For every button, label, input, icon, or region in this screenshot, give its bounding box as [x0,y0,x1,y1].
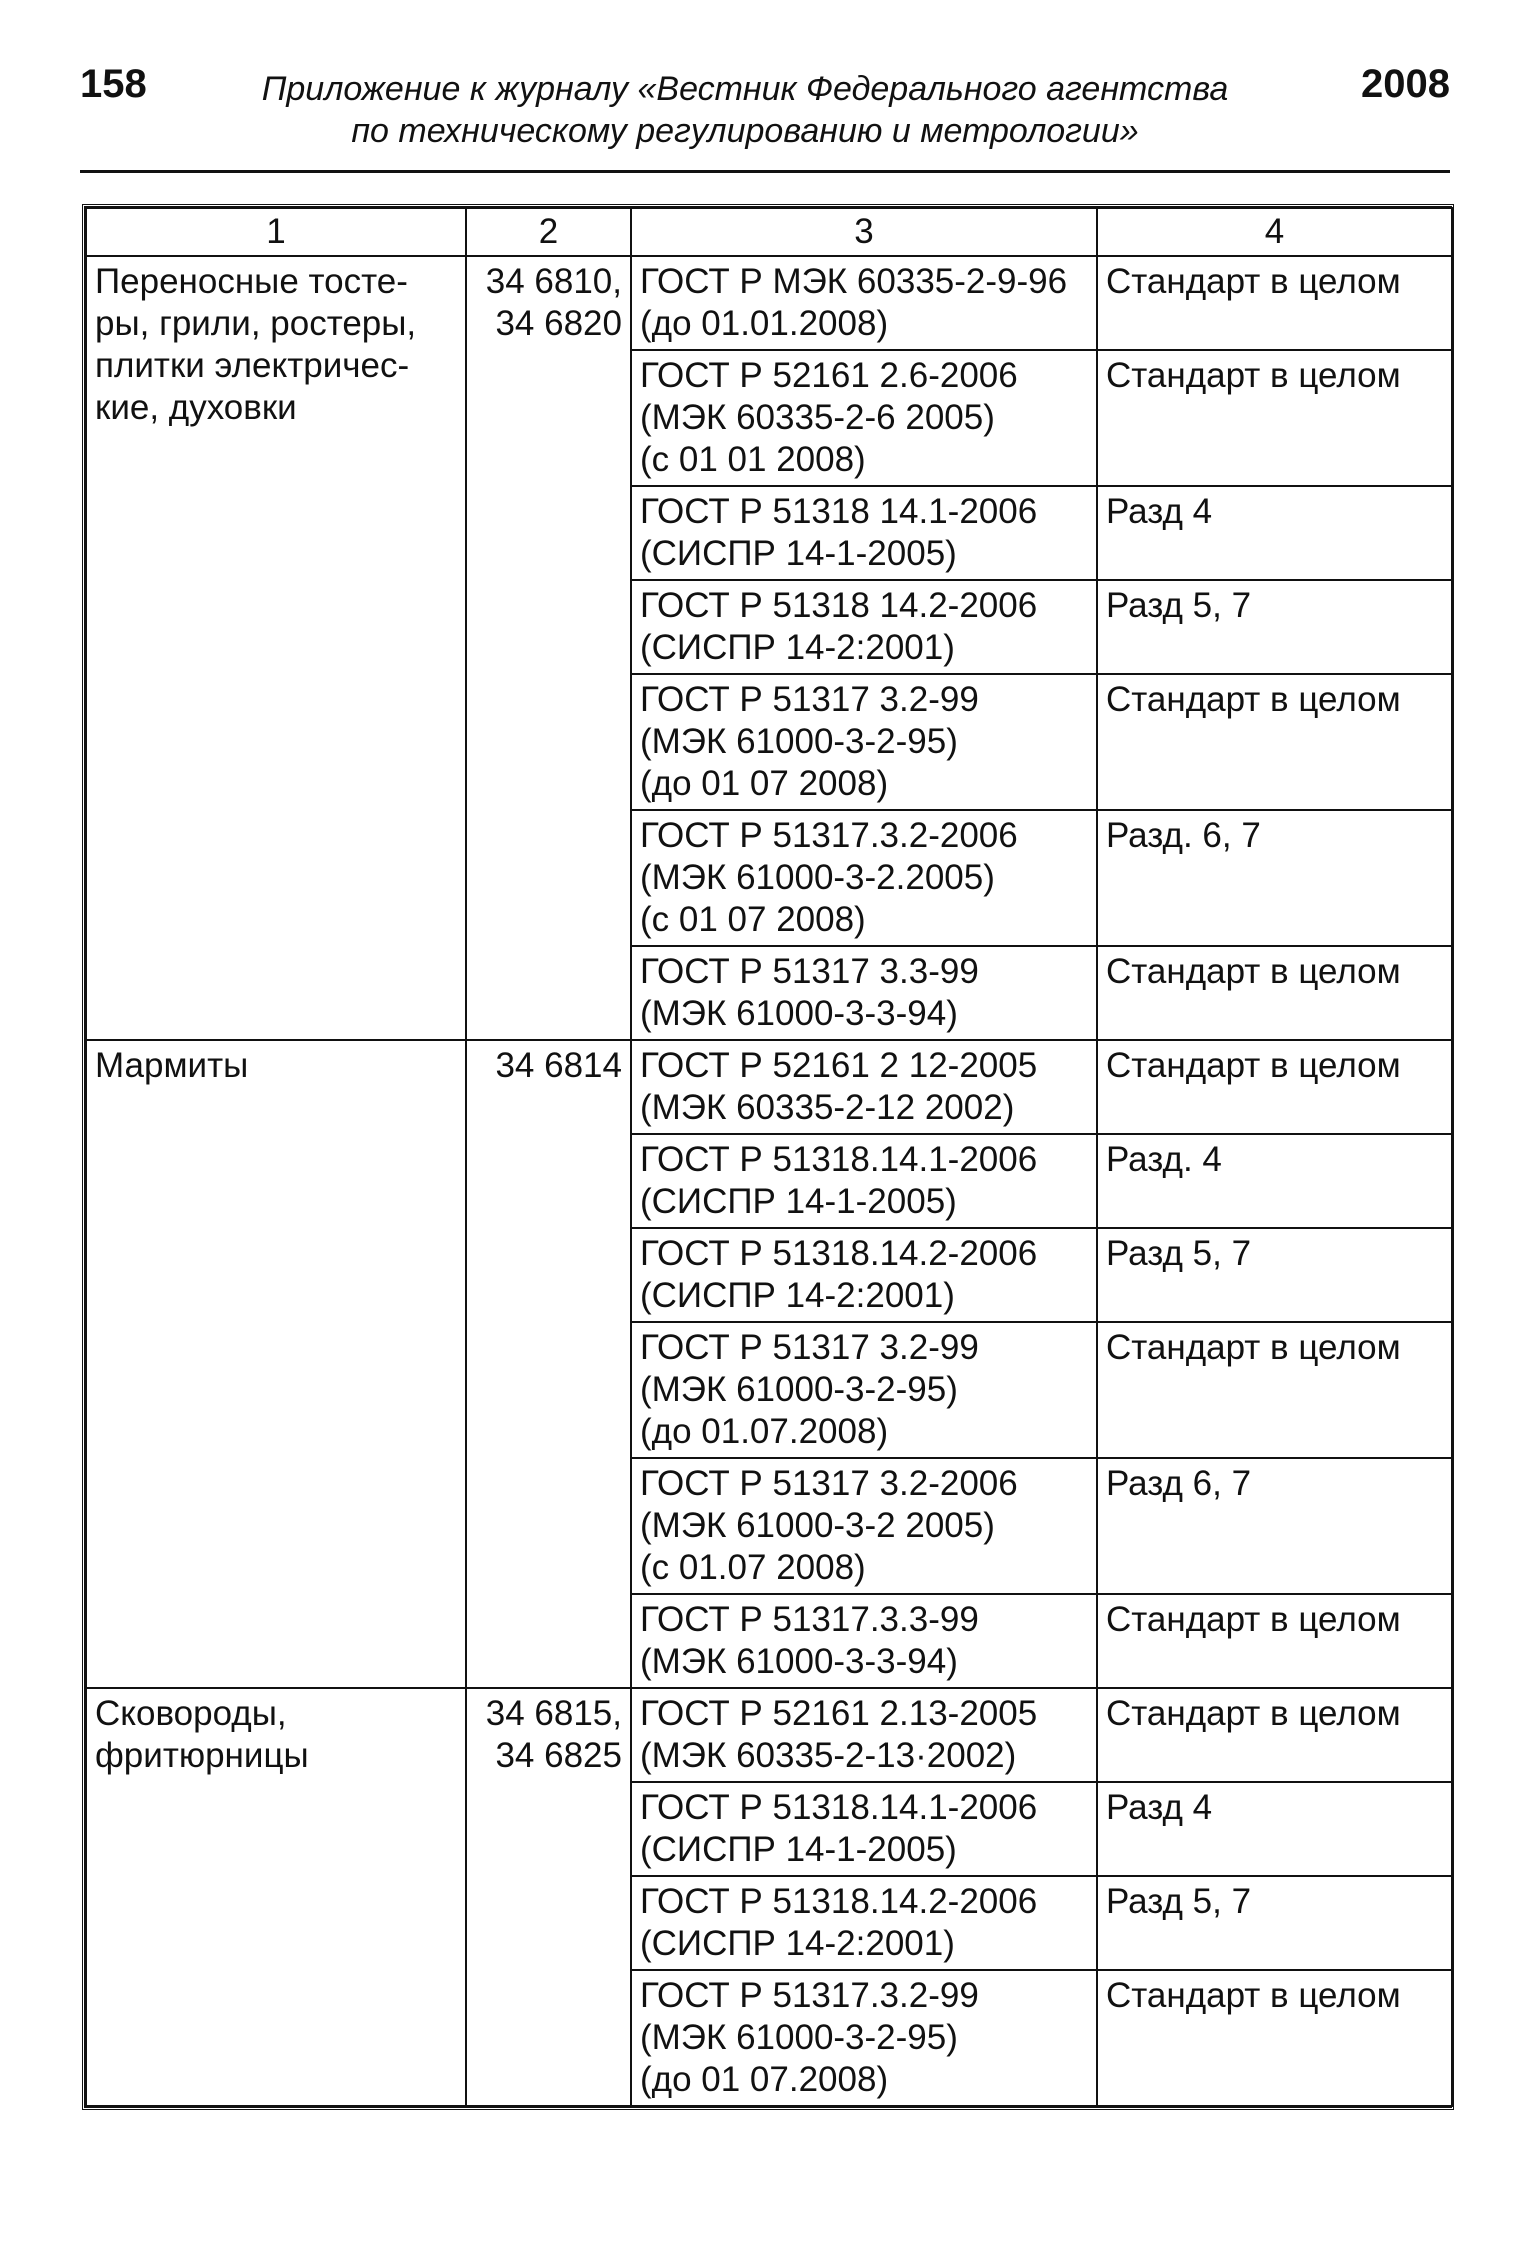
column-header-1: 1 [86,208,466,256]
header-rule [80,170,1450,173]
scope-cell: Разд 5, 7 [1097,580,1452,674]
standard-cell: ГОСТ Р 51318.14.1-2006 (СИСПР 14-1-2005) [631,1782,1097,1876]
column-header-3: 3 [631,208,1097,256]
scope-cell: Стандарт в целом [1097,674,1452,810]
standards-table-frame [82,204,1454,2110]
scope-cell: Разд 5, 7 [1097,1876,1452,1970]
product-code-cell: 34 6815, 34 6825 [466,1688,631,2106]
column-number-row [86,208,1452,256]
scope-cell: Стандарт в целом [1097,1040,1452,1134]
page-number: 158 [80,62,147,106]
standard-cell: ГОСТ Р 51317.3.2-2006 (МЭК 61000-3-2.2005) (с 01 07 2008) [631,810,1097,946]
table-row [86,1040,1452,1134]
scope-cell: Разд 6, 7 [1097,1458,1452,1594]
product-name-cell: Мармиты [86,1040,466,1688]
table-row [86,256,1452,350]
scope-cell: Разд 4 [1097,486,1452,580]
scope-cell: Разд 5, 7 [1097,1228,1452,1322]
scope-cell: Разд 4 [1097,1782,1452,1876]
standard-cell: ГОСТ Р 52161 2.13-2005 (МЭК 60335-2-13·2002) [631,1688,1097,1782]
standard-cell: ГОСТ Р 51317 3.2-99 (МЭК 61000-3-2-95) (до 01.07.2008) [631,1322,1097,1458]
journal-title: Приложение к журналу «Вестник Федерального агентства по техническому регулированию и метрологии» [261,70,1229,150]
product-name-cell: Переносные тосте- ры, грили, ростеры, плитки электричес- кие, духовки [86,256,466,1040]
scope-cell: Стандарт в целом [1097,1594,1452,1688]
scope-cell: Разд. 4 [1097,1134,1452,1228]
standard-cell: ГОСТ Р 51318 14.1-2006 (СИСПР 14-1-2005) [631,486,1097,580]
table-body [86,256,1452,2106]
scope-cell: Стандарт в целом [1097,1322,1452,1458]
product-code-cell: 34 6810, 34 6820 [466,256,631,1040]
standards-table [85,207,1453,2107]
standard-cell: ГОСТ Р 51317 3.2-99 (МЭК 61000-3-2-95) (до 01 07 2008) [631,674,1097,810]
scope-cell: Разд. 6, 7 [1097,810,1452,946]
product-name-cell: Сковороды, фритюрницы [86,1688,466,2106]
scope-cell: Стандарт в целом [1097,1970,1452,2106]
scope-cell: Стандарт в целом [1097,350,1452,486]
standard-cell: ГОСТ Р 51318.14.1-2006 (СИСПР 14-1-2005) [631,1134,1097,1228]
standard-cell: ГОСТ Р 51318.14.2-2006 (СИСПР 14-2:2001) [631,1876,1097,1970]
standard-cell: ГОСТ Р 51317 3.3-99 (МЭК 61000-3-3-94) [631,946,1097,1040]
page-header [80,56,1450,166]
scope-cell: Стандарт в целом [1097,946,1452,1040]
scope-cell: Стандарт в целом [1097,1688,1452,1782]
standard-cell: ГОСТ Р 51317.3.2-99 (МЭК 61000-3-2-95) (до 01 07.2008) [631,1970,1097,2106]
column-header-2: 2 [466,208,631,256]
scope-cell: Стандарт в целом [1097,256,1452,350]
standard-cell: ГОСТ Р 52161 2 12-2005 (МЭК 60335-2-12 2002) [631,1040,1097,1134]
page-year: 2008 [1361,62,1450,106]
standard-cell: ГОСТ Р 52161 2.6-2006 (МЭК 60335-2-6 2005) (с 01 01 2008) [631,350,1097,486]
product-code-cell: 34 6814 [466,1040,631,1688]
table-row [86,1688,1452,1782]
standard-cell: ГОСТ Р 51318.14.2-2006 (СИСПР 14-2:2001) [631,1228,1097,1322]
standard-cell: ГОСТ Р 51318 14.2-2006 (СИСПР 14-2:2001) [631,580,1097,674]
standard-cell: ГОСТ Р МЭК 60335-2-9-96 (до 01.01.2008) [631,256,1097,350]
standard-cell: ГОСТ Р 51317 3.2-2006 (МЭК 61000-3-2 2005) (с 01.07 2008) [631,1458,1097,1594]
column-header-4: 4 [1097,208,1452,256]
standard-cell: ГОСТ Р 51317.3.3-99 (МЭК 61000-3-3-94) [631,1594,1097,1688]
